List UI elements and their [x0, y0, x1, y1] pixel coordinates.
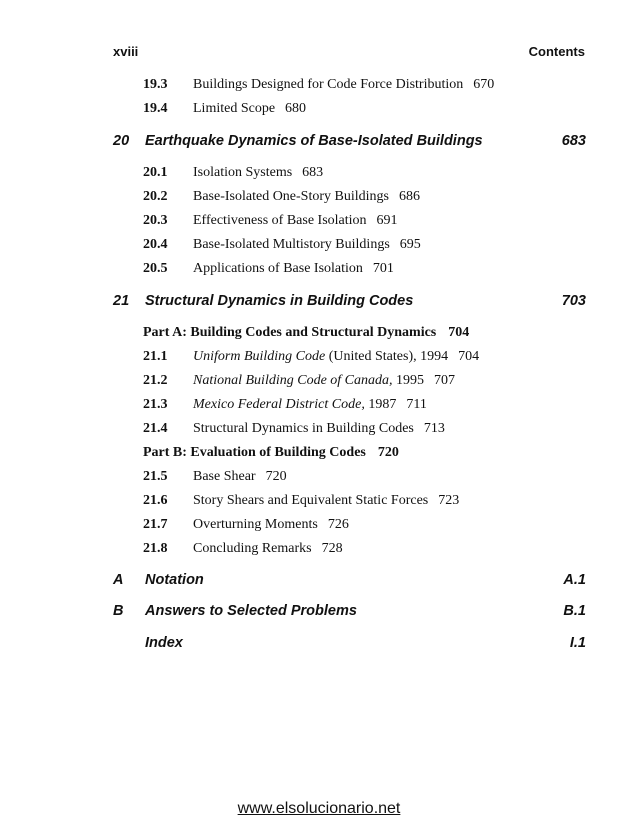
- toc-chapter-21[interactable]: [113, 293, 586, 311]
- section-number: 20.3: [143, 213, 168, 228]
- section-number: 21.8: [143, 541, 168, 556]
- section-number: 20.5: [143, 261, 168, 276]
- chapter-title: Structural Dynamics in Building Codes: [145, 293, 414, 309]
- toc-part-b[interactable]: [143, 445, 399, 461]
- section-page: 728: [321, 541, 343, 556]
- section-title-rest: 1995: [392, 373, 425, 388]
- section-page: 686: [398, 189, 420, 204]
- section-page: 695: [399, 237, 421, 252]
- section-page: 713: [423, 421, 445, 436]
- appendix-page: B.1: [563, 603, 586, 619]
- section-page: 726: [327, 517, 349, 532]
- toc-index[interactable]: [113, 635, 586, 653]
- section-number: 21.4: [143, 421, 168, 436]
- index-title: Index: [145, 635, 183, 651]
- section-title-rest: 1987: [364, 397, 397, 412]
- section-title: Base Shear: [193, 469, 256, 484]
- section-title: Isolation Systems: [193, 165, 293, 180]
- section-page: 720: [265, 469, 287, 484]
- section-number: 21.3: [143, 397, 168, 412]
- chapter-number: 21: [113, 293, 130, 309]
- section-title: Effectiveness of Base Isolation: [193, 213, 367, 228]
- chapter-page: 683: [561, 133, 586, 149]
- section-page: 723: [438, 493, 460, 508]
- appendix-letter: A: [113, 572, 124, 588]
- section-number: 21.6: [143, 493, 168, 508]
- chapter-title: Earthquake Dynamics of Base-Isolated Buildings: [145, 133, 483, 149]
- section-page: 691: [376, 213, 398, 228]
- toc-appendix-b[interactable]: [113, 603, 586, 621]
- section-title: Applications of Base Isolation: [193, 261, 363, 276]
- section-title: Story Shears and Equivalent Static Forces: [193, 493, 429, 508]
- section-number: 21.1: [143, 349, 168, 364]
- footer-url-link[interactable]: www.elsolucionario.net: [237, 800, 401, 817]
- toc-chapter-20[interactable]: [113, 133, 586, 151]
- section-title: Base-Isolated One-Story Buildings: [193, 189, 389, 204]
- section-title: Base-Isolated Multistory Buildings: [193, 237, 390, 252]
- section-page: 683: [302, 165, 324, 180]
- section-page: 711: [406, 397, 427, 412]
- section-page: 670: [473, 77, 495, 92]
- part-title: Part A: Building Codes and Structural Dynamics: [143, 325, 437, 340]
- section-title: Concluding Remarks: [193, 541, 312, 556]
- section-title: Buildings Designed for Code Force Distribution: [193, 77, 464, 92]
- section-number: 19.4: [143, 101, 168, 116]
- toc-part-a[interactable]: [143, 325, 469, 341]
- appendix-letter: B: [113, 603, 124, 619]
- appendix-title: Notation: [145, 572, 204, 588]
- page-number: xviii: [113, 44, 139, 59]
- section-number: 21.2: [143, 373, 168, 388]
- section-title: Limited Scope: [193, 101, 276, 116]
- section-title-italic: National Building Code of Canada,: [193, 373, 393, 388]
- section-number: 20.4: [143, 237, 168, 252]
- part-title: Part B: Evaluation of Building Codes: [143, 445, 366, 460]
- section-title: Overturning Moments: [193, 517, 318, 532]
- section-title-italic: Uniform Building Code: [193, 349, 326, 364]
- section-page: 680: [285, 101, 307, 116]
- section-number: 20.2: [143, 189, 168, 204]
- section-title-rest: (United States), 1994: [325, 349, 449, 364]
- toc-appendix-a[interactable]: [113, 572, 586, 590]
- chapter-page: 703: [561, 293, 586, 309]
- chapter-number: 20: [113, 133, 130, 149]
- section-number: 20.1: [143, 165, 168, 180]
- index-page: I.1: [569, 635, 586, 651]
- running-title: Contents: [528, 44, 585, 59]
- section-number: 21.5: [143, 469, 168, 484]
- section-page: 704: [458, 349, 480, 364]
- section-page: 701: [372, 261, 394, 276]
- section-number: 19.3: [143, 77, 168, 92]
- part-page: 720: [377, 445, 399, 460]
- section-number: 21.7: [143, 517, 168, 532]
- appendix-title: Answers to Selected Problems: [145, 603, 357, 619]
- section-page: 707: [434, 373, 456, 388]
- part-page: 704: [448, 325, 470, 340]
- appendix-page: A.1: [563, 572, 586, 588]
- section-title: Structural Dynamics in Building Codes: [193, 421, 414, 436]
- section-title-italic: Mexico Federal District Code,: [193, 397, 365, 412]
